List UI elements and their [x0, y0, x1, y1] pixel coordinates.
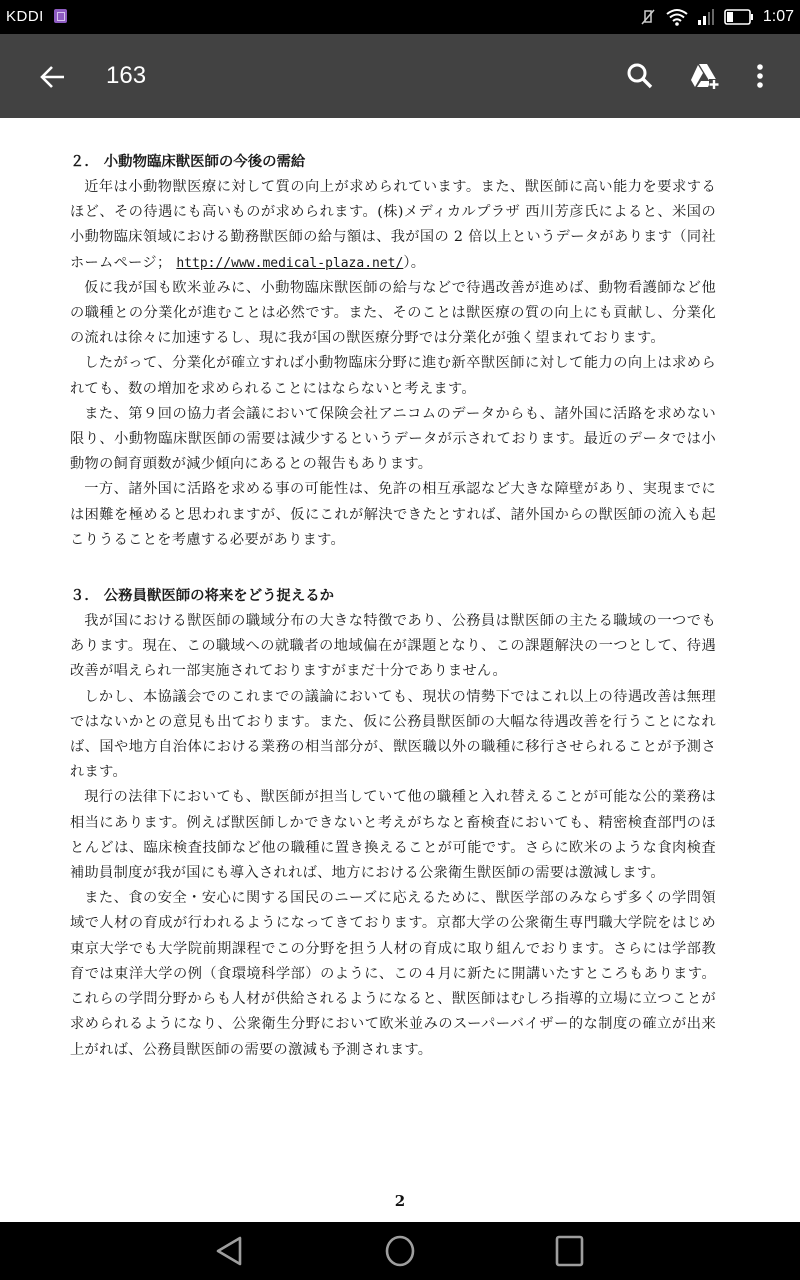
- paragraph: したがって、分業化が確立すれば小動物臨床分野に進む新卒獣医師に対して能力の向上は求められても、数の増加を求められることにはならないと考えます。: [70, 355, 716, 397]
- navigation-bar: [0, 1222, 800, 1280]
- wifi-icon: [666, 8, 688, 26]
- battery-icon: [724, 8, 754, 26]
- paragraph: しかし、本協議会でのこれまでの議論においても、現状の情勢下ではこれ以上の待遇改善は無理ではないかとの意見も出ております。また、仮に公務員獣医師の大幅な待遇改善を行うことになれば、国や地方自治体における業務の相当部分が、獣医職以外の職種に移行させられることが予測されます。: [70, 688, 716, 781]
- medical-plaza-link[interactable]: http://www.medical-plaza.net/: [176, 255, 404, 271]
- mute-icon: [639, 8, 657, 26]
- nav-back-icon[interactable]: [212, 1234, 246, 1268]
- paragraph: [70, 175, 716, 276]
- paragraph: 仮に我が国も欧米並みに、小動物臨床獣医師の給与などで待遇改善が進めば、動物看護師など他の職種との分業化が進むことは必然です。また、そのことは獣医療の質の向上にも貢献し、分業化の流れは徐々に加速するし、現に我が国の獣医療分野では分業化が強く望まれております。: [70, 279, 716, 347]
- paragraph: 現行の法律下においても、獣医師が担当していて他の職種と入れ替えることが可能な公的業務は相当にあります。例えば獣医師しかできないと考えがちなと畜検査においても、精密検査部門のほとんどは、臨床検査技師など他の職種に置き換えることが可能です。さらに欧米のような食肉検査補助員制度が我が国にも導入されれば、地方における公衆衛生獣医師の需要は激減します。: [70, 789, 716, 882]
- status-bar: [0, 0, 800, 34]
- add-to-drive-icon[interactable]: [688, 60, 720, 92]
- section-heading: ３． 公務員獣医師の将来をどう捉えるか: [70, 588, 335, 605]
- paragraph: 我が国における獣医師の職域分布の大きな特徴であり、公務員は獣医師の主たる職域の一つでもあります。現在、この職域への就職者の地域偏在が課題となり、この課題解決の一つとして、待遇改善が唱えられ一部実施されておりますがまだ十分でありません。: [70, 613, 716, 680]
- arrow-back-icon[interactable]: [38, 62, 68, 92]
- app-bar: [0, 34, 800, 118]
- nav-recents-icon[interactable]: [553, 1234, 587, 1268]
- paragraph: また、第９回の協力者会議において保険会社アニコムのデータからも、諸外国に活路を求めない限り、小動物臨床獣医師の需要は減少するというデータが示されております。最近のデータでは小動物の飼育頭数が減少傾向にあるとの報告もあります。: [70, 405, 716, 473]
- document-content: [70, 150, 716, 1063]
- document-page[interactable]: [0, 118, 800, 1222]
- section-spacer: [70, 553, 716, 578]
- more-vert-icon[interactable]: [744, 60, 776, 92]
- nav-home-icon[interactable]: [383, 1234, 417, 1268]
- paragraph-text: 近年は小動物獣医療に対して質の向上が求められています。また、獣医師に高い能力を要求するほど、その待遇にも高いものが求められます。(株)メディカルプラザ 西川芳彦氏によると、米国の小動物臨床領域における勤務獣医師の給与額は、我が国の 2 倍以上というデータがあります（同社ホームページ；: [70, 179, 716, 271]
- search-icon[interactable]: [624, 60, 656, 92]
- section-heading: ２． 小動物臨床獣医師の今後の需給: [70, 154, 306, 170]
- paragraph: また、食の安全・安心に関する国民のニーズに応えるために、獣医学部のみならず多くの学問領域で人材の育成が行われるようになってきております。京都大学の公衆衛生専門職大学院をはじめ東京大学でも大学院前期課程でこの分野を担う人材の育成に取り組んでおります。さらには学部教育では東洋大学の例（食環境科学部）のように、この４月に新たに開講いたすところもあります。これらの学問分野からも人材が供給されるようになると、獣医師はむしろ指導的立場に立つことが求められるようになり、公衆衛生分野において欧米並みのスーパーバイザー的な制度の確立が出来上がれば、公務員獣医師の需要の激減も予測されます。: [70, 890, 716, 1058]
- page-number: 2: [394, 1192, 406, 1210]
- status-icons: [639, 6, 794, 28]
- signal-icon: [697, 8, 715, 26]
- clock: 1:07: [762, 8, 794, 25]
- document-title: 163: [106, 62, 147, 89]
- paragraph-suffix: ）。: [403, 254, 426, 271]
- paragraph: 一方、諸外国に活路を求める事の可能性は、免許の相互承認など大きな障壁があり、実現までには困難を極めると思われますが、仮にこれが解決できたとすれば、諸外国からの獣医師の流入も起こりうることを考慮する必要があります。: [70, 481, 716, 548]
- app-notification-icon: [54, 9, 67, 23]
- carrier-label: KDDI: [6, 8, 44, 25]
